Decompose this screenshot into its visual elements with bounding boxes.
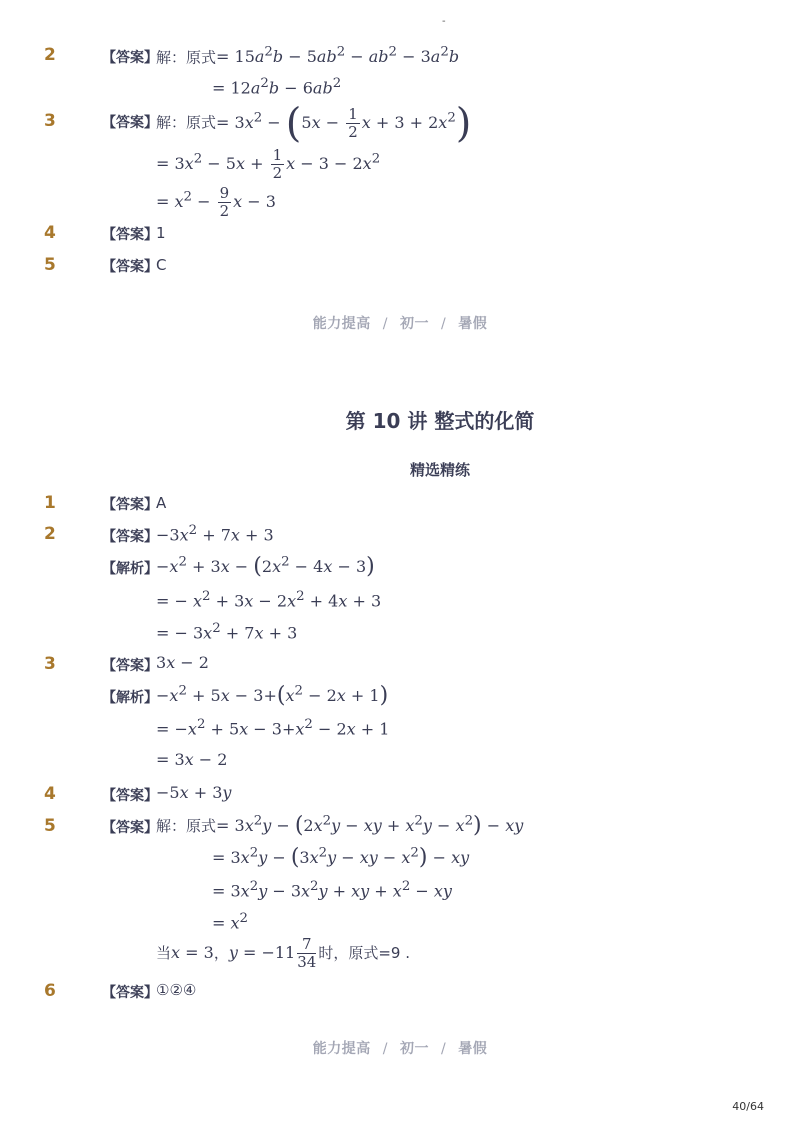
answer-tag: 【答案】 (102, 50, 158, 66)
item-3-analysis-line-3: = 3x − 2 (156, 750, 228, 769)
answer-tag: 【答案】 (102, 227, 158, 243)
lecture-title: 第 10 讲 整式的化简 (345, 409, 535, 433)
item-number: 1 (44, 493, 56, 513)
item-number: 6 (44, 981, 56, 1001)
item-6-answer: ①②④ (156, 981, 197, 999)
item-number: 3 (44, 654, 56, 674)
solution-prefix: 解：原式 (156, 113, 217, 132)
item-5-answer-line-4: = $x^2$ (212, 911, 249, 933)
item-4-answer: 1 (156, 224, 166, 242)
item-5-conclusion: 当x = 3，y = −11 $\frac{7}{34}$ 时，原式=9 . (156, 935, 410, 971)
item-3-analysis-line-2: = $-x^2 + 5x - 3+x^2 - 2x + 1$ (156, 717, 390, 739)
solution-prefix: 解：原式 (156, 48, 217, 67)
when-prefix: 当 (156, 944, 172, 962)
solution-prefix: 解：原式 (156, 817, 217, 835)
item-2-answer-line-1: 解：原式= $15a^2b - 5ab^2 - ab^2 - 3a^2b$ (156, 45, 460, 67)
item-2-answer: $-3x^2 + 7x + 3$ (156, 523, 274, 545)
item-number: 5 (44, 255, 56, 275)
footer-part: 暑假 (458, 316, 488, 332)
analysis-tag: 【解析】 (102, 690, 158, 706)
item-number: 2 (44, 45, 56, 65)
comma: ， (213, 944, 229, 962)
item-3-analysis-line-1: $-x^2 + 5x - 3+(x^2 - 2x + 1)$ (156, 683, 389, 708)
answer-tag: 【答案】 (102, 658, 158, 674)
conclusion-suffix: 时，原式=9 . (318, 944, 410, 962)
answer-tag: 【答案】 (102, 820, 158, 836)
item-3-answer-line-3: = $x^2$ − $\frac{9}{2}$ x − 3 (156, 184, 276, 220)
answer-tag: 【答案】 (102, 529, 158, 545)
item-number: 4 (44, 784, 56, 804)
item-2-analysis-line-2: = − $x^2 + 3x - 2x^2 + 4x + 3$ (156, 589, 382, 611)
item-3-answer-line-2: = $3x^2 - 5x$ + $\frac{1}{2}$ $x - 3 - 2x^2$ (156, 146, 381, 182)
section-subtitle: 精选精练 (409, 461, 470, 479)
item-5-answer-line-3: = $3x^2y - 3x^2y$ + xy + $x^2$ − xy (212, 879, 452, 901)
item-2-analysis-line-1: $-x^2 + 3x - (2x^2 - 4x - 3)$ (156, 554, 375, 579)
item-2-analysis-line-3: = − $3x^2 + 7x + 3$ (156, 621, 298, 643)
page-footer (0, 1038, 800, 1058)
footer-separator: / (441, 316, 447, 332)
item-3-answer-line-1: 解：原式= $3x^2 - (5x$ − $\frac{1}{2}$ $x + 3 + 2x^2$) (156, 100, 472, 146)
item-number: 5 (44, 816, 56, 836)
item-5-answer: C (156, 256, 167, 274)
item-3-answer: 3x − 2 (156, 653, 209, 672)
item-4-answer: −5x + 3y (156, 783, 232, 802)
item-number: 3 (44, 111, 56, 131)
item-1-answer: A (156, 494, 167, 512)
item-5-answer-line-1: 解：原式= $3x^2y - (2x^2y$ − xy + $x^2y - x^2$) − xy (156, 813, 524, 838)
answer-tag: 【答案】 (102, 985, 158, 1001)
answer-tag: 【答案】 (102, 115, 158, 131)
item-number: 4 (44, 223, 56, 243)
answer-tag: 【答案】 (102, 259, 158, 275)
item-number: 2 (44, 524, 56, 544)
item-5-answer-line-2: = $3x^2y - (3x^2y$ − xy − $x^2$) − xy (212, 845, 470, 870)
footer-separator: / (441, 1041, 447, 1057)
stray-mark: - (442, 16, 446, 27)
analysis-tag: 【解析】 (102, 561, 158, 577)
page-footer (0, 313, 800, 333)
footer-part: 能力提高 (312, 316, 371, 332)
footer-separator: / (382, 1041, 388, 1057)
footer-part: 暑假 (458, 1041, 488, 1057)
item-2-answer-line-2: = $12a^2b - 6ab^2$ (212, 76, 342, 98)
page-number: 40/64 (732, 1100, 764, 1113)
footer-part: 初一 (400, 316, 429, 332)
footer-part: 能力提高 (312, 1041, 371, 1057)
footer-separator: / (382, 316, 388, 332)
answer-tag: 【答案】 (102, 788, 158, 804)
answer-tag: 【答案】 (102, 497, 158, 513)
footer-part: 初一 (400, 1041, 429, 1057)
